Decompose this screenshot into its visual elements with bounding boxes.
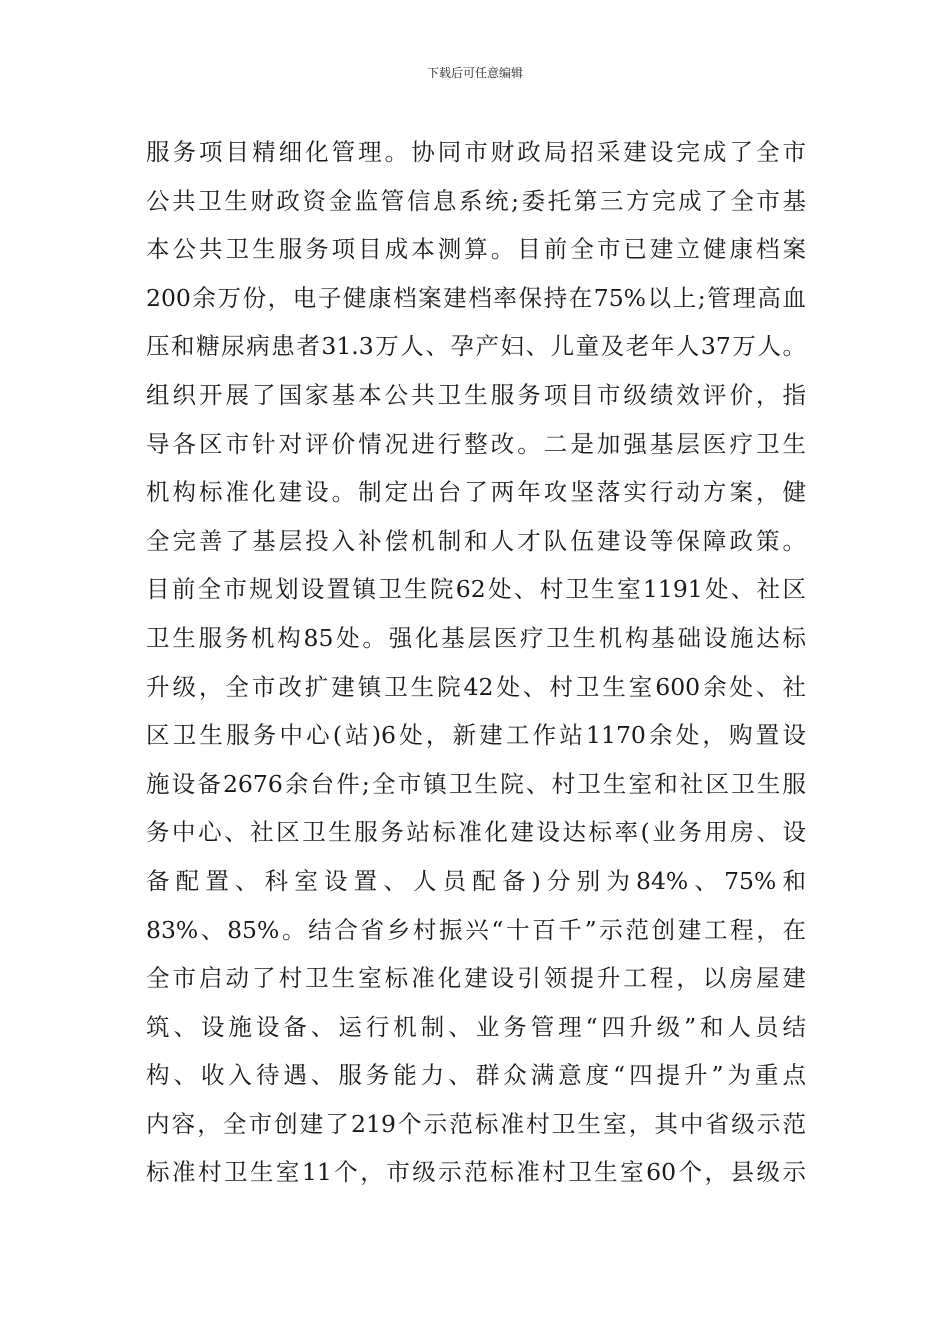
body-line: 83%、85%。结合省乡村振兴“十百千”示范创建工程，在 [146,915,806,944]
body-line: 本公共卫生服务项目成本测算。目前全市已建立健康档案 [146,235,806,264]
body-line: 压和糖尿病患者31.3万人、孕产妇、儿童及老年人37万人。 [146,332,806,361]
document-body [146,128,806,1197]
body-line: 升级，全市改扩建镇卫生院42处、村卫生室600余处、社 [146,672,806,701]
body-line: 内容，全市创建了219个示范标准村卫生室，其中省级示范 [146,1109,806,1138]
body-line: 服务项目精细化管理。协同市财政局招采建设完成了全市 [146,138,806,166]
body-line: 卫生服务机构85处。强化基层医疗卫生机构基础设施达标 [146,623,806,652]
page-header: 下载后可任意编辑 [426,66,523,80]
body-line: 构、收入待遇、服务能力、群众满意度“四提升”为重点 [146,1061,806,1090]
body-line: 机构标准化建设。制定出台了两年攻坚落实行动方案，健 [146,478,806,507]
body-line: 200余万份，电子健康档案建档率保持在75%以上;管理高血 [146,283,806,312]
body-line: 备配置、科室设置、人员配备)分别为84%、75%和 [146,866,806,895]
body-line: 筑、设施设备、运行机制、业务管理“四升级”和人员结 [146,1012,806,1041]
body-line: 标准村卫生室11个，市级示范标准村卫生室60个，县级示 [146,1158,806,1187]
body-line: 区卫生服务中心(站)6处，新建工作站1170余处，购置设 [146,721,806,750]
body-line: 目前全市规划设置镇卫生院62处、村卫生室1191处、社区 [146,575,806,604]
body-line: 导各区市针对评价情况进行整改。二是加强基层医疗卫生 [146,429,806,458]
body-line: 务中心、社区卫生服务站标准化建设达标率(业务用房、设 [146,818,806,847]
body-line: 公共卫生财政资金监管信息系统;委托第三方完成了全市基 [146,186,806,215]
body-line: 施设备2676余台件;全市镇卫生院、村卫生室和社区卫生服 [146,769,806,798]
body-line: 全市启动了村卫生室标准化建设引领提升工程，以房屋建 [146,964,806,993]
body-line: 全完善了基层投入补偿机制和人才队伍建设等保障政策。 [146,526,806,555]
body-line: 组织开展了国家基本公共卫生服务项目市级绩效评价，指 [146,380,806,409]
